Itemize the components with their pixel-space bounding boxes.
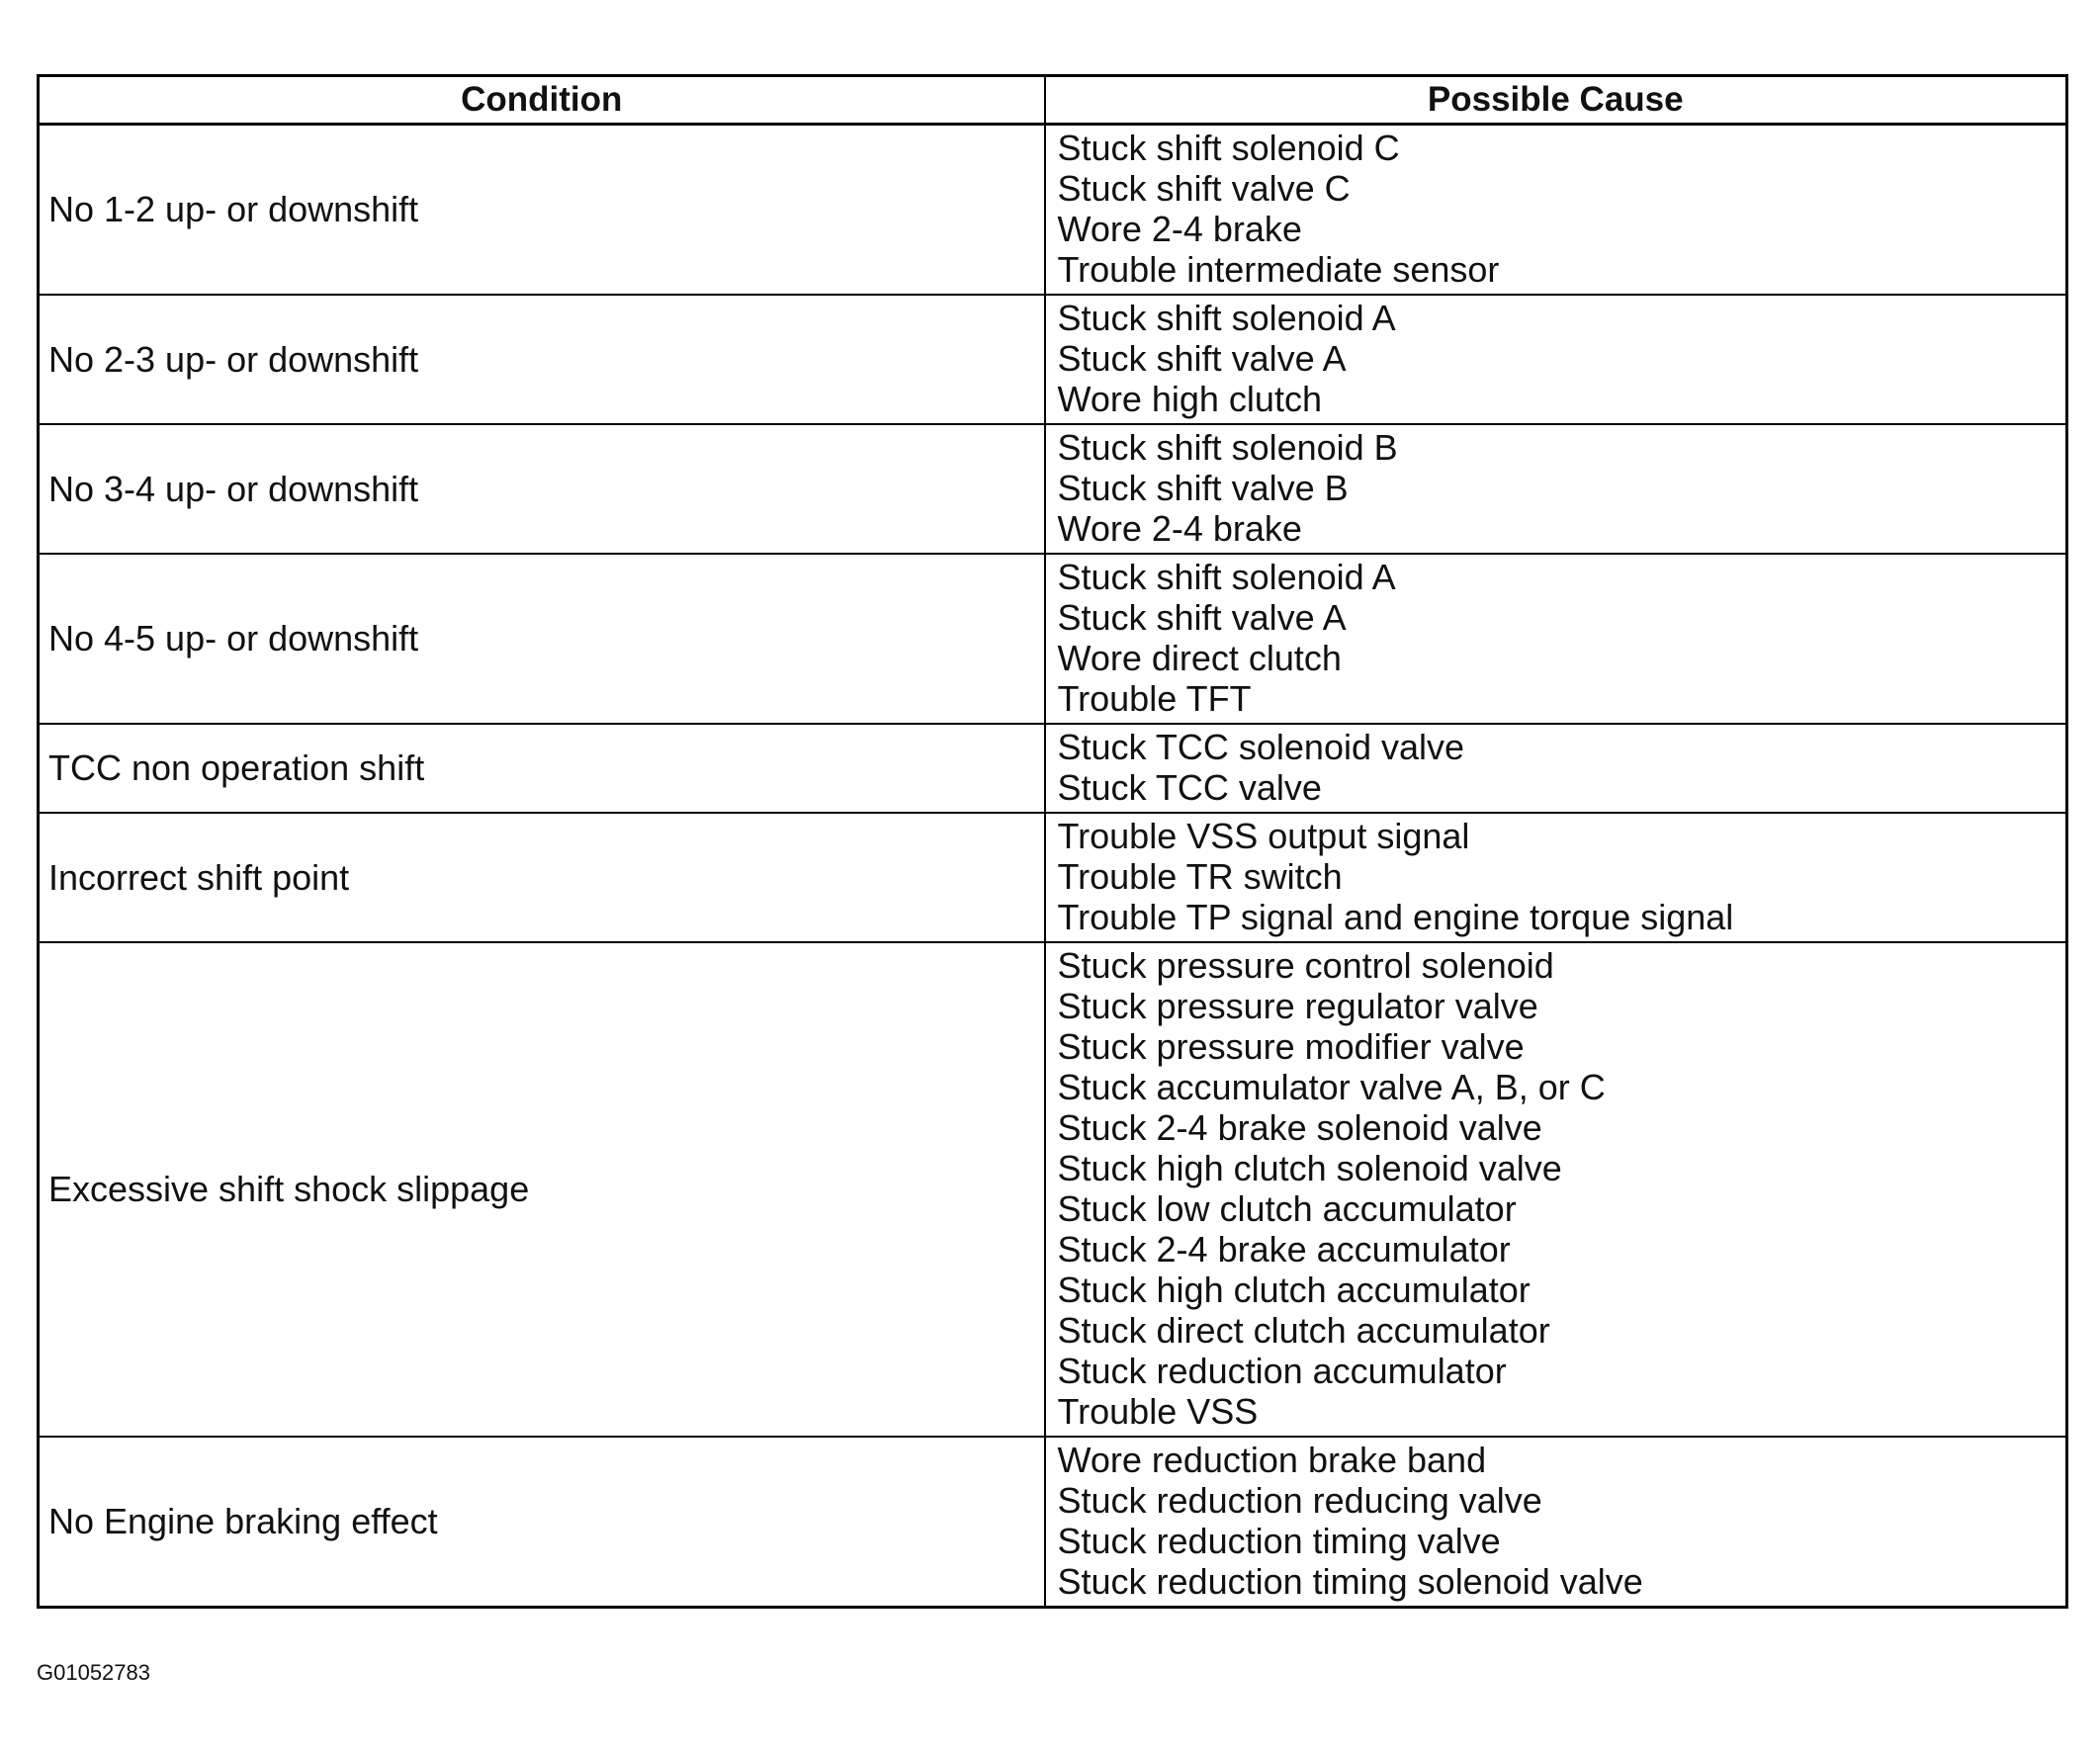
cause-item: Stuck shift valve C: [1057, 168, 1351, 209]
table-row: [39, 125, 2067, 296]
cause-item: Stuck shift solenoid C: [1057, 128, 1400, 168]
cause-list: [1058, 1438, 2066, 1606]
cause-item: Trouble TP signal and engine torque signal: [1057, 897, 1734, 937]
condition-cell: No 1-2 up- or downshift: [39, 125, 1045, 296]
table-row: [39, 813, 2067, 942]
cause-item: Wore direct clutch: [1057, 638, 1342, 678]
possible-cause-cell: [1045, 1437, 2067, 1608]
cause-list: [1058, 725, 2066, 812]
possible-cause-cell: [1045, 295, 2067, 424]
cause-item: Wore reduction brake band: [1057, 1440, 1487, 1480]
condition-cell: Incorrect shift point: [39, 813, 1045, 942]
cause-item: Stuck TCC valve: [1057, 767, 1322, 808]
condition-cell: No Engine braking effect: [39, 1437, 1045, 1608]
condition-cell: No 2-3 up- or downshift: [39, 295, 1045, 424]
cause-item: Stuck high clutch solenoid valve: [1057, 1148, 1562, 1188]
table-body: [39, 125, 2067, 1608]
table-row: [39, 295, 2067, 424]
possible-cause-cell: [1045, 554, 2067, 724]
cause-item: Stuck reduction timing valve: [1057, 1521, 1501, 1561]
condition-cell: TCC non operation shift: [39, 724, 1045, 813]
possible-cause-cell: [1045, 813, 2067, 942]
table-row: [39, 554, 2067, 724]
cause-item: Stuck shift valve A: [1057, 597, 1347, 638]
cause-item: Stuck pressure modifier valve: [1057, 1026, 1525, 1067]
cause-item: Stuck shift valve B: [1057, 468, 1349, 508]
table-row: [39, 942, 2067, 1437]
cause-item: Trouble TFT: [1057, 678, 1252, 719]
condition-cell: No 4-5 up- or downshift: [39, 554, 1045, 724]
cause-item: Stuck reduction reducing valve: [1057, 1480, 1542, 1521]
condition-cell: No 3-4 up- or downshift: [39, 424, 1045, 554]
cause-item: Wore 2-4 brake: [1057, 508, 1302, 549]
condition-cell: Excessive shift shock slippage: [39, 942, 1045, 1437]
cause-item: Stuck reduction timing solenoid valve: [1057, 1561, 1643, 1602]
possible-cause-cell: [1045, 942, 2067, 1437]
cause-list: [1058, 814, 2066, 941]
cause-item: Stuck pressure control solenoid: [1057, 945, 1554, 986]
cause-item: Trouble VSS: [1057, 1391, 1259, 1432]
cause-item: Stuck 2-4 brake accumulator: [1057, 1229, 1511, 1270]
possible-cause-cell: [1045, 724, 2067, 813]
cause-list: [1058, 296, 2066, 423]
cause-item: Trouble intermediate sensor: [1057, 249, 1500, 290]
cause-item: Stuck 2-4 brake solenoid valve: [1057, 1107, 1542, 1148]
cause-item: Stuck shift valve A: [1057, 338, 1347, 379]
cause-item: Stuck shift solenoid A: [1057, 298, 1396, 338]
cause-item: Stuck pressure regulator valve: [1057, 986, 1538, 1026]
cause-item: Stuck direct clutch accumulator: [1057, 1310, 1550, 1351]
cause-item: Trouble VSS output signal: [1057, 816, 1470, 856]
cause-list: [1058, 555, 2066, 723]
cause-item: Stuck high clutch accumulator: [1057, 1270, 1531, 1310]
header-row: [39, 76, 2067, 125]
possible-cause-cell: [1045, 424, 2067, 554]
cause-item: Stuck reduction accumulator: [1057, 1351, 1507, 1391]
cause-item: Stuck low clutch accumulator: [1057, 1188, 1517, 1229]
cause-item: Stuck shift solenoid B: [1057, 427, 1398, 468]
possible-cause-cell: [1045, 125, 2067, 296]
cause-item: Wore 2-4 brake: [1057, 209, 1302, 249]
cause-item: Stuck accumulator valve A, B, or C: [1057, 1067, 1606, 1107]
table-row: [39, 1437, 2067, 1608]
diagnosis-table: [37, 74, 2068, 1609]
cause-item: Stuck shift solenoid A: [1057, 557, 1396, 597]
cause-item: Wore high clutch: [1057, 379, 1322, 419]
table-row: [39, 724, 2067, 813]
cause-item: Trouble TR switch: [1057, 856, 1343, 897]
cause-list: [1058, 425, 2066, 553]
cause-list: [1058, 126, 2066, 294]
table-row: [39, 424, 2067, 554]
figure-id: G01052783: [37, 1660, 150, 1685]
cause-list: [1058, 943, 2066, 1436]
header-condition: Condition: [39, 76, 1045, 125]
header-possible-cause: Possible Cause: [1045, 76, 2067, 125]
cause-item: Stuck TCC solenoid valve: [1057, 727, 1465, 767]
